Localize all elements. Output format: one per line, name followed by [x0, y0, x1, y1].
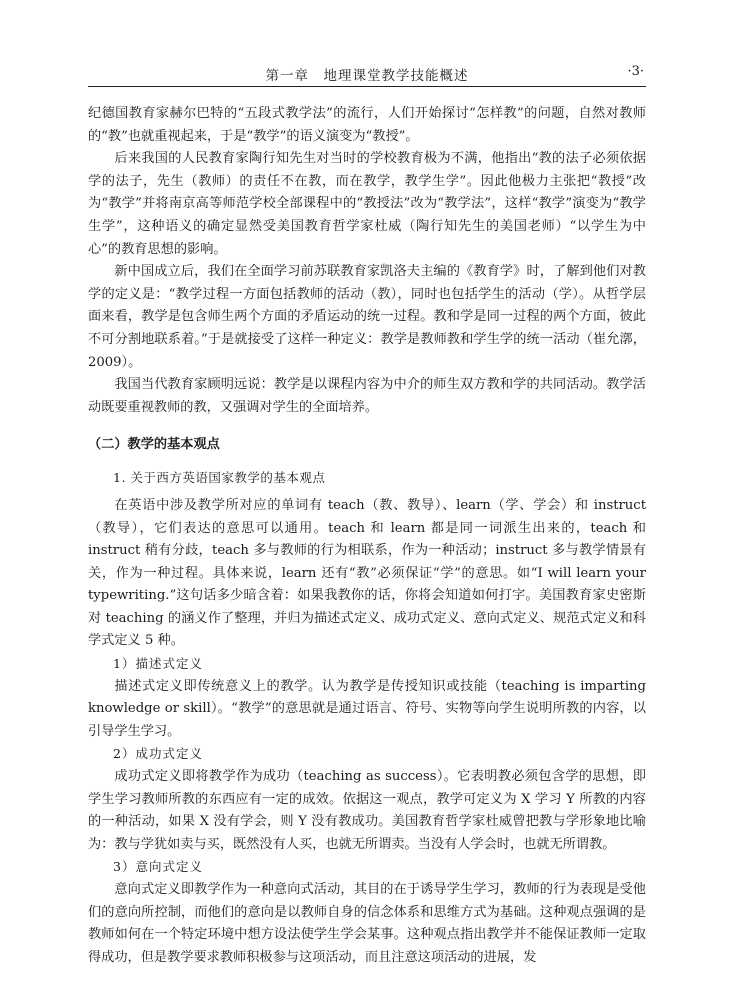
subsection-heading: 1. 关于西方英语国家教学的基本观点 — [113, 469, 326, 485]
paragraph: 新中国成立后，我们在全面学习前苏联教育家凯洛夫主编的《教育学》时，了解到他们对教学的定义是：“教学过程一方面包括教师的活动（教），同时也包括学生的活动（学）。从哲学层面来看，教学是包含师生两个方面的矛盾运动的统一过程。教和学是同一过程的两个方面，彼此不可分割地联系着。”于是就接受了这样一种定义：教学是教师教和学生学的统一活动（崔允漷，2009）。 — [88, 264, 646, 370]
running-header — [88, 64, 646, 87]
paragraph: 描述式定义即传统意义上的教学。认为教学是传授知识或技能（teaching is imparting knowledge or skill）。“教学”的意思就是通过语言、符号、实物等向学生说明所教的内容，以引导学生学习。 — [88, 678, 646, 739]
item-heading: 3）意向式定义 — [113, 859, 203, 875]
page-number: ·3· — [627, 64, 644, 79]
section-heading: （二）教学的基本观点 — [88, 437, 220, 453]
item-heading: 1）描述式定义 — [113, 656, 203, 672]
item-heading: 2）成功式定义 — [113, 746, 203, 762]
paragraph: 后来我国的人民教育家陶行知先生对当时的学校教育极为不满，他指出“教的法子必须依据学的法子，先生（教师）的责任不在教，而在教学，教学生学”。因此他极力主张把“教授”改为“教学”并将南京高等师范学校全部课程中的“教授法”改为“教学法”，这样“教学”演变为“教学生学”，这种语义的确定显然受美国教育哲学家杜威（陶行知先生的美国老师）“以学生为中心”的教育思想的影响。 — [88, 151, 646, 257]
chapter-title: 第一章 地理课堂教学技能概述 — [265, 68, 469, 84]
paragraph: 意向式定义即教学作为一种意向式活动，其目的在于诱导学生学习，教师的行为表现是受他们的意向所控制，而他们的意向是以教师自身的信念体系和思维方式为基础。这种观点强调的是教师如何在一个特定环境中想方设法使学生学会某事。这种观点指出教学并不能保证教师一定取得成功，但是教学要求教师积极参与这项活动，而且注意这项活动的进展，发 — [88, 882, 646, 965]
paragraph: 纪德国教育家赫尔巴特的“五段式教学法”的流行，人们开始探讨“怎样教”的问题，自然对教师的“教”也就重视起来，于是“教学”的语义演变为“教授”。 — [88, 106, 646, 144]
paragraph: 我国当代教育家顾明远说：教学是以课程内容为中介的师生双方教和学的共同活动。教学活动既要重视教师的教，又强调对学生的全面培养。 — [88, 377, 646, 415]
paragraph: 在英语中涉及教学所对应的单词有 teach（教、教导）、learn（学、学会）和 instruct（教导），它们表达的意思可以通用。teach 和 learn 都是同一词派生出来的，teach 和 instruct 稍有分歧，teach 多与教师的行为相联系，作为一种活动；instruct 多与教学情景有关，作为一种过程。具体来说，learn 还有“教”必须保证“学”的意思。如“I will learn your typewriting.”这句话多少暗含着：如果我教你的话，你将会知道如何打字。美国教育家史密斯对 teaching 的涵义作了整理，并归为描述式定义、成功式定义、意向式定义、规范式定义和科学式定义 5 种。 — [88, 497, 646, 649]
paragraph: 成功式定义即将教学作为成功（teaching as success）。它表明教必须包含学的思想，即学生学习教师所教的东西应有一定的成效。依据这一观点，教学可定义为 X 学习 Y 所教的内容的一种活动，如果 X 没有学会，则 Y 没有教成功。美国教育哲学家杜威曾把教与学形象地比喻为：教与学犹如卖与买，既然没有人买，也就无所谓卖。当没有人学会时，也就无所谓教。 — [88, 769, 646, 852]
page-body — [88, 103, 646, 969]
